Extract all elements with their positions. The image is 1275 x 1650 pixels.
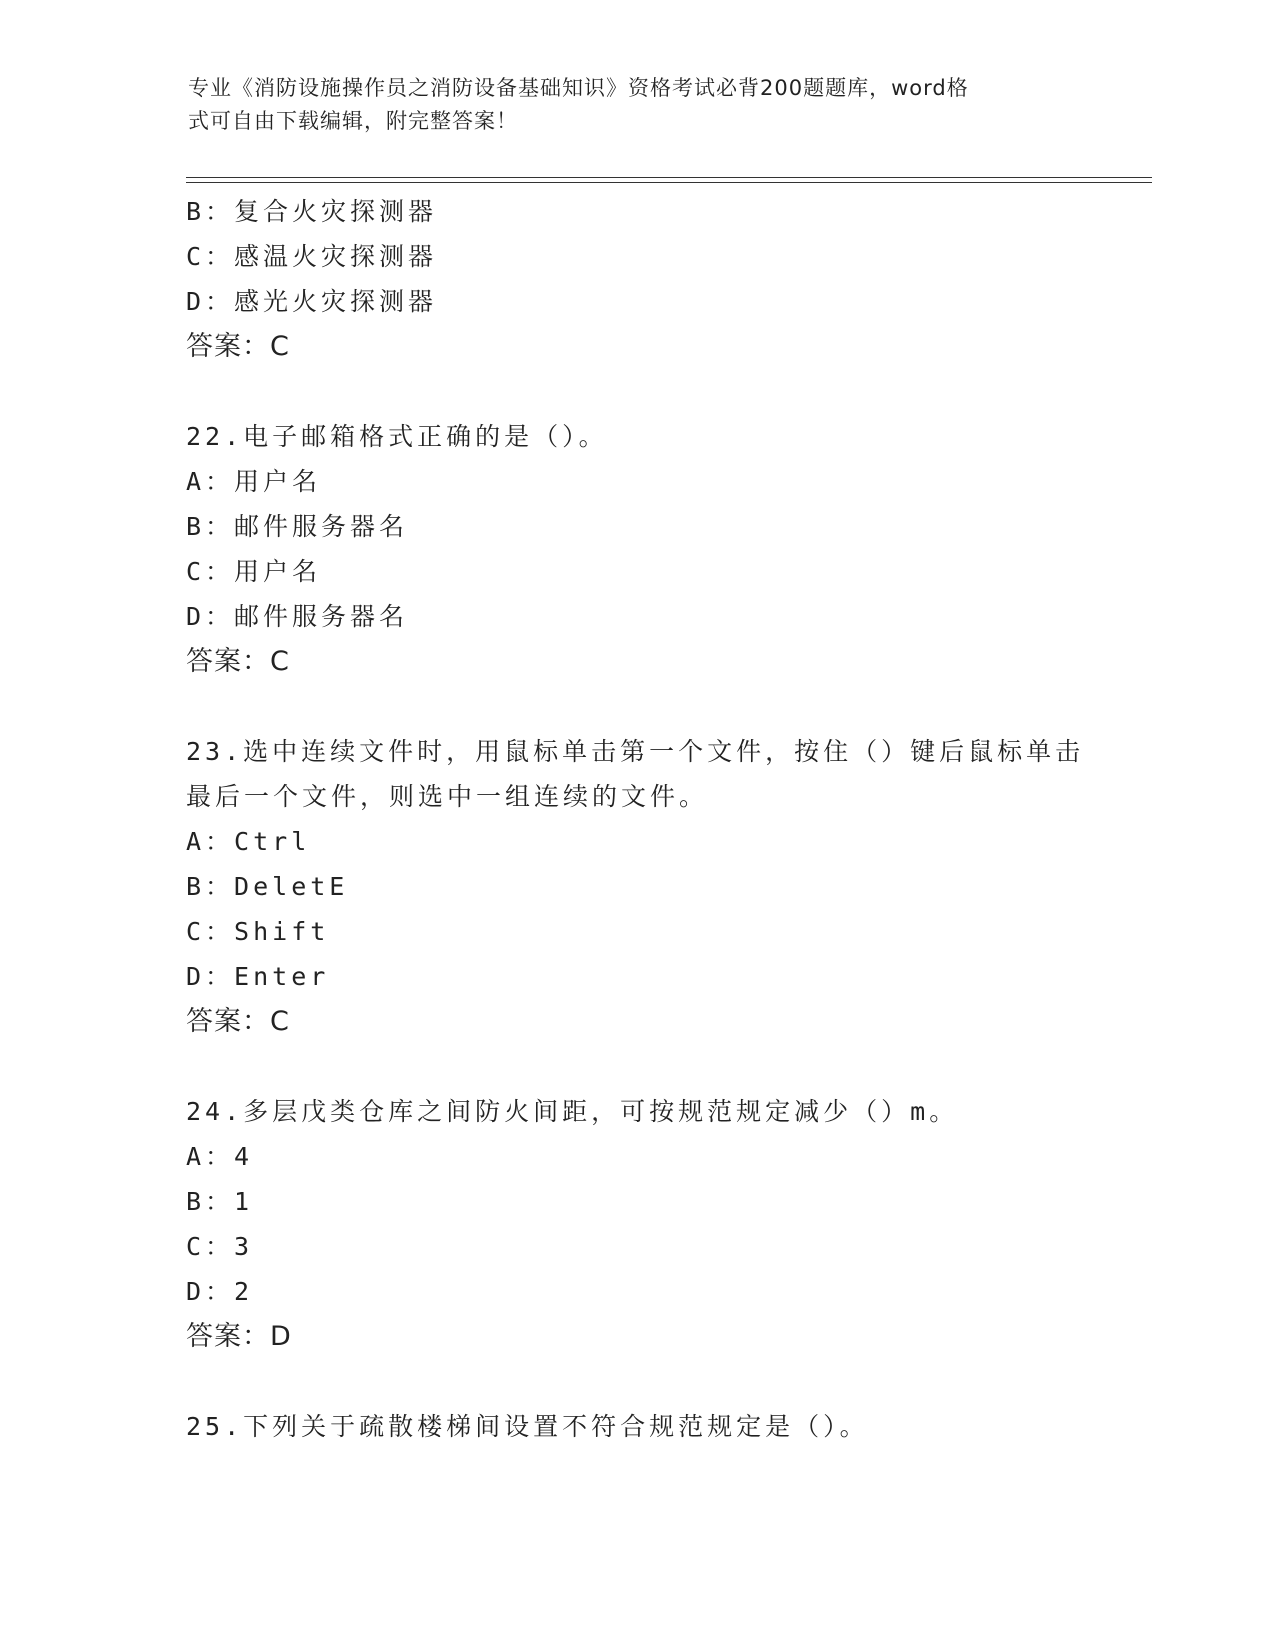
question-stem-continued: 最后一个文件，则选中一组连续的文件。: [186, 782, 709, 811]
option-d: D：邮件服务器名: [186, 602, 409, 631]
option-b: B：1: [186, 1187, 254, 1216]
question-stem: 25.下列关于疏散楼梯间设置不符合规范规定是（）。: [186, 1412, 869, 1441]
header-line-1: 专业《消防设施操作员之消防设备基础知识》资格考试必背200题题库，word格: [188, 76, 969, 100]
option-a: A：Ctrl: [186, 827, 311, 856]
option-d: D：Enter: [186, 962, 330, 991]
header-divider-top: [186, 177, 1152, 178]
header-line-2: 式可自由下载编辑，附完整答案！: [188, 109, 518, 133]
option-b: B：复合火灾探测器: [186, 197, 438, 226]
question-stem: 23.选中连续文件时，用鼠标单击第一个文件，按住（）键后鼠标单击: [186, 737, 1085, 766]
question-list: [186, 189, 1086, 1449]
question-23: [186, 729, 1086, 1044]
header-divider-bottom: [186, 182, 1152, 183]
question-24: [186, 1089, 1086, 1359]
option-b: B：邮件服务器名: [186, 512, 409, 541]
answer-line: 答案：C: [186, 331, 290, 362]
answer-line: 答案：D: [186, 1321, 292, 1352]
option-a: A：4: [186, 1142, 254, 1171]
question-spacer: [186, 1359, 1086, 1404]
answer-line: 答案：C: [186, 1006, 290, 1037]
option-d: D：2: [186, 1277, 254, 1306]
option-c: C：Shift: [186, 917, 330, 946]
question-spacer: [186, 369, 1086, 414]
option-c: C：用户名: [186, 557, 322, 586]
question-spacer: [186, 1044, 1086, 1089]
option-b: B：DeletE: [186, 872, 349, 901]
option-c: C：感温火灾探测器: [186, 242, 438, 271]
document-header: [188, 72, 1068, 138]
question-stem: 24.多层戊类仓库之间防火间距，可按规范规定减少（）m。: [186, 1097, 959, 1126]
option-c: C：3: [186, 1232, 254, 1261]
option-a: A：用户名: [186, 467, 322, 496]
question-25: [186, 1404, 1086, 1449]
question-21-continued: [186, 189, 1086, 369]
question-stem: 22.电子邮箱格式正确的是（）。: [186, 422, 608, 451]
question-22: [186, 414, 1086, 684]
option-d: D：感光火灾探测器: [186, 287, 438, 316]
answer-line: 答案：C: [186, 646, 290, 677]
question-spacer: [186, 684, 1086, 729]
